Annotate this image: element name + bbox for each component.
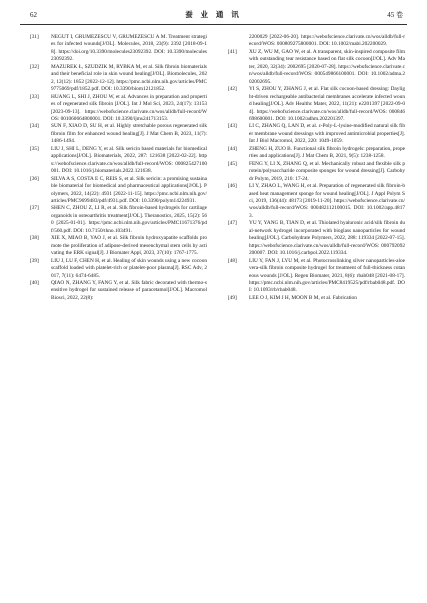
reference-entry	[228, 123, 405, 145]
reference-number: [39]	[30, 257, 39, 264]
reference-text: FENG Y, LI X, ZHANG Q, et al. Mechanically robust and flexible silk protein/polysaccharide composite sponges for wound dressing[J]. Carbohydr Polym, 2019, 216: 17-24.	[249, 160, 405, 182]
reference-entry	[228, 86, 405, 123]
reference-text: LIU J, SHI L, DENG Y, et al. Silk sericin based materials for biomedical applications[J/OL]. Biomaterials, 2022, 287: 121638 [2022-02-22]. https://webofscience.clarivate.cn/wos/alldb/full-record/WOS: 000825427100001. DOI: 10.1016/j.biomaterials.2022.121638.	[51, 145, 207, 175]
reference-entry	[228, 146, 405, 161]
reference-entry	[228, 49, 405, 86]
reference-entry	[228, 183, 405, 220]
running-header	[20, 8, 407, 22]
reference-number: [35]	[30, 145, 39, 152]
reference-entry	[228, 161, 405, 183]
reference-number: [34]	[30, 123, 39, 130]
reference-text: QIAO N, ZHANG Y, FANG Y, et al. Silk fabric decorated with thermo-sensitive hydrogel for sustained release of paracetamol[J/OL]. Macromol Biosci, 2022, 22(8):	[51, 279, 207, 301]
volume-label: 45 卷	[387, 11, 403, 19]
reference-entry	[30, 258, 207, 280]
reference-entry	[30, 34, 207, 64]
reference-number: [49]	[228, 294, 237, 301]
reference-number: [33]	[30, 93, 39, 100]
reference-number: [40]	[30, 279, 39, 286]
reference-text: LI C, ZHANG Q, LAN D, et al. ε-Poly-L-lysine-modified natural silk fiber membrane wound dressings with improved antimicrobial properties[J]. Int J Biol Macromol, 2022, 220: 1049-1059.	[249, 123, 405, 145]
reference-entry	[30, 176, 207, 206]
reference-text: XU Z, WU M, GAO W, et al. A transparent, skin-inspired composite film with outstanding tear resistance based on flat silk cocoon[J/OL]. Adv Mater, 2020, 32(34): 2002695 [2020-07-28]. https://webofscience.clarivate.cn/wos/alldb/full-record/WOS: 000549866100001. DOI: 10.1002/adma.202002695.	[249, 48, 405, 85]
reference-number: [45]	[228, 160, 237, 167]
reference-text: ZHENG H, ZUO B. Functional silk fibroin hydrogels: preparation, properties and applications[J]. J Mat Chem B, 2021, 9(5): 1238-1258.	[249, 145, 405, 160]
reference-text: LEE O J, KIM J H, MOON B M, et al. Fabrication	[249, 294, 357, 301]
reference-text: LIU J, LU F, CHEN H, et al. Healing of skin wounds using a new cocoon scaffold loaded with platelet-rich or platelet-poor plasma[J]. RSC Adv, 2017, 7(11): 6474-6485.	[51, 257, 207, 279]
reference-entry	[228, 295, 405, 302]
header-rule	[20, 24, 407, 25]
journal-title: 蚕 业 通 讯	[185, 10, 242, 19]
reference-text: MAZUREK Ł, SZUDZIK M, RYBKA M, et al. Silk fibroin biomaterials and their beneficial role in skin wound healing[J/OL]. Biomolecules, 2022, 12(12): 1852 [2022-12-12]. https://pmc.ncbi.nlm.nih.gov/articles/PMC9775069/pdf/1852.pdf. DOI: 10.3390/biom12121852.	[51, 63, 207, 93]
reference-entry	[30, 146, 207, 176]
reference-entry	[228, 220, 405, 257]
reference-number: [41]	[228, 48, 237, 55]
reference-number: [44]	[228, 145, 237, 152]
reference-entry	[30, 123, 207, 145]
page-number: 62	[30, 11, 37, 19]
reference-number: [36]	[30, 175, 39, 182]
reference-entry	[228, 34, 405, 49]
reference-entry	[30, 64, 207, 94]
reference-number: [47]	[228, 220, 237, 227]
reference-number: [32]	[30, 63, 39, 70]
reference-text: SUN F, XIAO D, SU H, et al. Highly stretchable porous regenerated silk fibroin film for enhanced wound healing[J]. J Mat Chem B, 2023, 11(7): 1486-1494.	[51, 123, 207, 145]
reference-number: [48]	[228, 257, 237, 264]
reference-text: SILVA A S, COSTA E C, REIS S, et al. Silk sericin: a promising sustainable biomaterial for biomedical and pharmaceutical applications[J/OL]. Polymers, 2022, 14(22): 4931 [2022-11-15]. https://pmc.ncbi.nlm.nih.gov/articles/PMC9699483/pdf/4931.pdf. DOI: 10.3390/polym14224931.	[51, 175, 207, 204]
reference-entry	[228, 258, 405, 295]
reference-text: XIE X, MIAO B, YAO J, et al. Silk fibroin hydroxyapatite scaffolds promote the proliferation of adipose-derived mesenchymal stem cells by activating the ERK signal[J]. J Biomater Appl, 2023, 37(10): 1767-1775.	[51, 235, 207, 257]
reference-text: YU Y, YANG B, TIAN D, et al. Thiolated hyaluronic acid/silk fibroin dual-network hydrogel incorporated with bioglass nanoparticles for wound healing[J/OL]. Carbohydrate Polymers, 2022, 288: 119334 [2022-07-15]. https://webofscience.clarivate.cn/wos/alldb/full-record/WOS: 000792092200007. DOI: 10.1016/j.carbpol.2022.119334.	[249, 220, 405, 257]
reference-text: 2200029 [2022-06-20]. https://webofscience.clarivate.cn/wos/alldb/full-record/WOS: 000809275800001. DOI: 10.1002/mabi.202200029.	[249, 34, 405, 48]
reference-number: [42]	[228, 86, 237, 93]
reference-entry	[30, 280, 207, 302]
reference-number: [38]	[30, 235, 39, 242]
reference-entry	[30, 94, 207, 124]
reference-number: [31]	[30, 34, 39, 40]
reference-number: [43]	[228, 123, 237, 130]
reference-number: [37]	[30, 205, 39, 212]
reference-text: YI S, ZHOU Y, ZHANG J, et al. Flat silk cocoon-based dressing: Daylight-driven rechargeable antibacterial membranes accelerate infected wound healing[J/OL]. Adv Healthc Mater, 2022, 11(21): e2201397 [2022-09-04]. https://webofscience.clarivate.cn/wos/alldb/full-record/WOS: 000846698600001. DOI: 10.1002/adhm.202201397.	[249, 86, 405, 122]
reference-entry	[30, 235, 207, 257]
reference-entry	[30, 205, 207, 235]
reference-text: SHEN C, ZHOU Z, LI R, et al. Silk fibroin-based hydrogels for cartilage organoids in osteoarthritis treatment[J/OL]. Theranostics, 2025, 15(2): 560 [2025-01-01]. https://pmc.ncbi.nlm.nih.gov/articles/PMC11671376/pdf/560.pdf. DOI: 10.7150/thno.103491.	[51, 205, 207, 234]
reference-text: NEGUT I, GRUMEZESCU V, GRUMEZESCU A M. Treatment strategies for infected wounds[J/OL]. Molecules, 2018, 23(9): 2392 [2018-09-18]. https://doi.org/10.3390/molecules23092392. DOI: 10.3390/molecules23092392.	[51, 34, 207, 63]
right-column	[228, 34, 405, 302]
reference-text: LIU Y, FAN J, LYU M, et al. Photocrosslinking silver nanoparticles-aloe vera-silk fibroin composite hydrogel for treatment of full-thickness cutaneous wounds [J/OL]. Regen Biomater, 2021, 8(6): rbab048 [2021-08-17]. https://pmc.ncbi.nlm.nih.gov/articles/PMC8419525/pdf/rbab048.pdf. DOI: 10.1093/rb/rbab048.	[249, 257, 405, 294]
reference-text: LI Y, ZHAO L, WANG H, et al. Preparation of regenerated silk fibroin-based heat management sponge for wound healing[J/OL]. J Appl Polym Sci, 2019, 136(44): 48173 [2019-11-20]. https://webofscience.clarivate.cn/wos/alldb/full-record/WOS: 000482112100015. DOI: 10.1002/app.48173.	[249, 183, 405, 219]
left-column	[30, 34, 207, 302]
reference-text: HUANG L, SHI J, ZHOU W, et al. Advances in preparation and properties of regenerated silk fibroin [J/OL]. Int J Mol Sci, 2023, 24(17): 13153 [2023-09-13]. https://webofscience.clarivate.cn/wos/alldb/full-record/WOS: 001060664800001. DOI: 10.3390/ijms241713153.	[51, 93, 207, 122]
reference-number: [46]	[228, 183, 237, 190]
